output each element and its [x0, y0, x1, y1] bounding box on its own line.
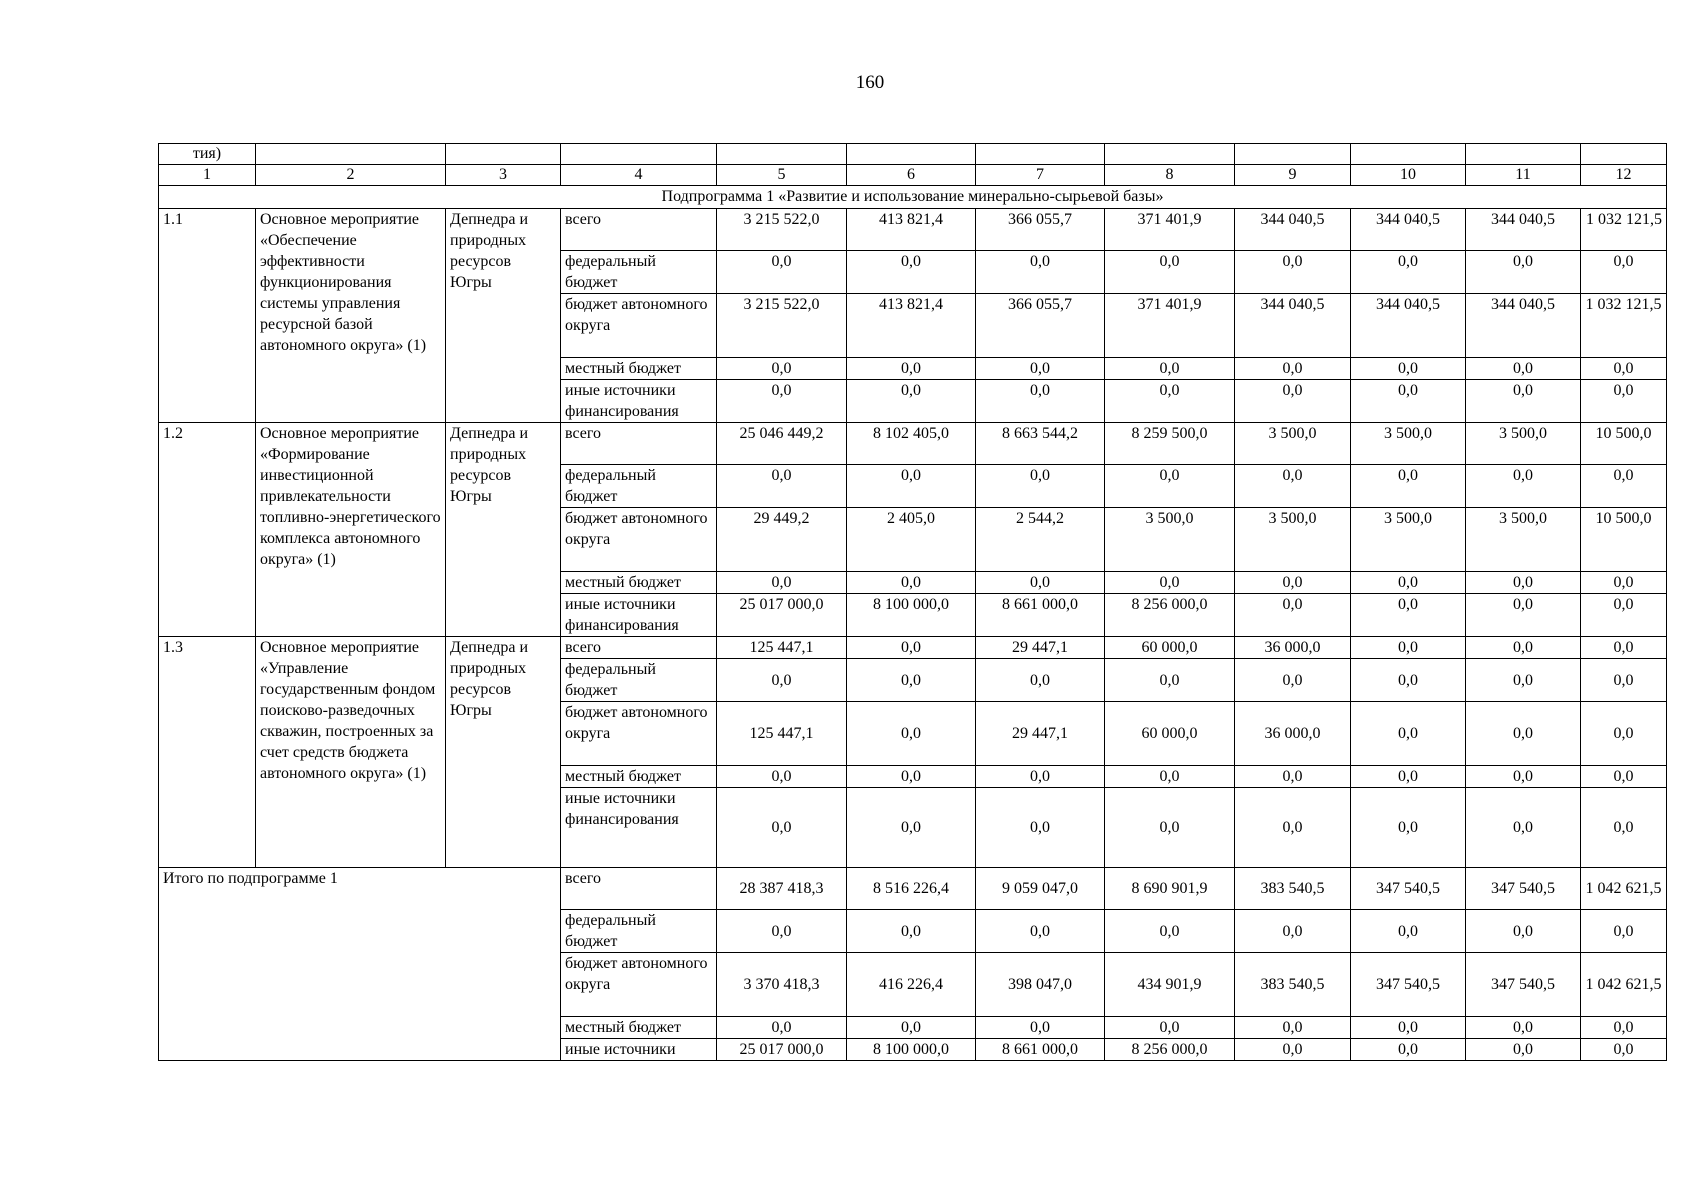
total-label: Итого по подпрограмме 1 — [159, 868, 561, 1061]
total-block — [159, 868, 1667, 1061]
value-cell: 0,0 — [1581, 637, 1667, 659]
value-cell: 344 040,5 — [1351, 294, 1466, 358]
funding-source: всего — [561, 868, 717, 910]
value-cell: 0,0 — [1466, 358, 1581, 380]
value-cell: 125 447,1 — [717, 637, 847, 659]
value-cell: 0,0 — [1581, 465, 1667, 508]
value-cell: 1 032 121,5 — [1581, 209, 1667, 251]
value-cell: 36 000,0 — [1235, 702, 1351, 766]
value-cell: 0,0 — [976, 380, 1105, 423]
value-cell: 25 017 000,0 — [717, 1039, 847, 1061]
funding-source: федеральный бюджет — [561, 251, 717, 294]
empty-cell — [1235, 144, 1351, 165]
value-cell: 0,0 — [1351, 766, 1466, 788]
activity-executor: Депнедра и природных ресурсов Югры — [446, 637, 561, 868]
value-cell: 0,0 — [847, 910, 976, 953]
value-cell: 0,0 — [847, 766, 976, 788]
budget-table — [158, 143, 1667, 1061]
value-cell: 28 387 418,3 — [717, 868, 847, 910]
value-cell: 0,0 — [1105, 766, 1235, 788]
value-cell: 10 500,0 — [1581, 423, 1667, 465]
value-cell: 0,0 — [1466, 1039, 1581, 1061]
funding-source: бюджет автономного округа — [561, 508, 717, 572]
value-cell: 3 500,0 — [1466, 508, 1581, 572]
value-cell: 0,0 — [1235, 358, 1351, 380]
value-cell: 0,0 — [847, 572, 976, 594]
table-row — [159, 637, 1667, 659]
value-cell: 0,0 — [1235, 659, 1351, 702]
value-cell: 0,0 — [1351, 1039, 1466, 1061]
empty-cell — [256, 144, 446, 165]
empty-cell — [717, 144, 847, 165]
value-cell: 0,0 — [1105, 572, 1235, 594]
value-cell: 0,0 — [1105, 910, 1235, 953]
value-cell: 0,0 — [847, 358, 976, 380]
funding-source: местный бюджет — [561, 358, 717, 380]
value-cell: 0,0 — [717, 251, 847, 294]
value-cell: 36 000,0 — [1235, 637, 1351, 659]
empty-cell — [1105, 144, 1235, 165]
value-cell: 0,0 — [1235, 910, 1351, 953]
funding-source: иные источники — [561, 1039, 717, 1061]
value-cell: 347 540,5 — [1351, 953, 1466, 1017]
value-cell: 0,0 — [847, 380, 976, 423]
value-cell: 0,0 — [976, 659, 1105, 702]
funding-source: всего — [561, 209, 717, 251]
value-cell: 0,0 — [976, 465, 1105, 508]
value-cell: 29 449,2 — [717, 508, 847, 572]
column-number-row — [159, 165, 1667, 186]
column-number: 10 — [1351, 165, 1466, 186]
value-cell: 0,0 — [1581, 380, 1667, 423]
value-cell: 0,0 — [1235, 766, 1351, 788]
table-row — [159, 868, 1667, 910]
value-cell: 0,0 — [976, 251, 1105, 294]
value-cell: 2 544,2 — [976, 508, 1105, 572]
funding-source: всего — [561, 423, 717, 465]
column-number: 9 — [1235, 165, 1351, 186]
value-cell: 29 447,1 — [976, 702, 1105, 766]
funding-source: местный бюджет — [561, 572, 717, 594]
value-cell: 366 055,7 — [976, 294, 1105, 358]
value-cell: 25 017 000,0 — [717, 594, 847, 637]
empty-cell — [1466, 144, 1581, 165]
value-cell: 344 040,5 — [1466, 209, 1581, 251]
value-cell: 0,0 — [1466, 788, 1581, 868]
activity-executor: Депнедра и природных ресурсов Югры — [446, 423, 561, 637]
value-cell: 0,0 — [1105, 358, 1235, 380]
funding-source: бюджет автономного округа — [561, 953, 717, 1017]
activity-name: Основное мероприятие «Формирование инвестиционной привлекательности топливно-энергетического комплекса автономного округа» (1) — [256, 423, 446, 637]
value-cell: 0,0 — [1105, 788, 1235, 868]
continuation-row — [159, 144, 1667, 165]
value-cell: 0,0 — [1466, 380, 1581, 423]
value-cell: 0,0 — [1235, 380, 1351, 423]
value-cell: 347 540,5 — [1351, 868, 1466, 910]
value-cell: 0,0 — [1466, 465, 1581, 508]
value-cell: 0,0 — [976, 572, 1105, 594]
page-number: 160 — [855, 72, 885, 93]
value-cell: 0,0 — [847, 788, 976, 868]
activity-name: Основное мероприятие «Управление государственным фондом поисково-разведочных скважин, построенных за счет средств бюджета автономного округа» (1) — [256, 637, 446, 868]
value-cell: 3 500,0 — [1235, 423, 1351, 465]
value-cell: 0,0 — [1105, 1017, 1235, 1039]
value-cell: 0,0 — [717, 465, 847, 508]
value-cell: 0,0 — [1351, 910, 1466, 953]
value-cell: 344 040,5 — [1235, 209, 1351, 251]
activity-code: 1.3 — [159, 637, 256, 868]
value-cell: 8 516 226,4 — [847, 868, 976, 910]
value-cell: 8 256 000,0 — [1105, 594, 1235, 637]
value-cell: 371 401,9 — [1105, 209, 1235, 251]
value-cell: 0,0 — [1351, 380, 1466, 423]
empty-cell — [561, 144, 717, 165]
value-cell: 0,0 — [847, 251, 976, 294]
value-cell: 0,0 — [976, 358, 1105, 380]
value-cell: 0,0 — [1581, 594, 1667, 637]
value-cell: 0,0 — [847, 637, 976, 659]
value-cell: 0,0 — [1235, 788, 1351, 868]
value-cell: 0,0 — [1466, 572, 1581, 594]
funding-source: бюджет автономного округа — [561, 702, 717, 766]
value-cell: 366 055,7 — [976, 209, 1105, 251]
value-cell: 344 040,5 — [1466, 294, 1581, 358]
value-cell: 0,0 — [1466, 702, 1581, 766]
value-cell: 3 500,0 — [1351, 508, 1466, 572]
value-cell: 2 405,0 — [847, 508, 976, 572]
value-cell: 0,0 — [1235, 465, 1351, 508]
value-cell: 0,0 — [1105, 465, 1235, 508]
value-cell: 0,0 — [1351, 1017, 1466, 1039]
value-cell: 0,0 — [1235, 1017, 1351, 1039]
activity-block-1-2 — [159, 423, 1667, 637]
empty-cell — [1581, 144, 1667, 165]
column-number: 11 — [1466, 165, 1581, 186]
column-number: 4 — [561, 165, 717, 186]
value-cell: 1 042 621,5 — [1581, 953, 1667, 1017]
continuation-label: тия) — [159, 144, 256, 165]
value-cell: 3 215 522,0 — [717, 209, 847, 251]
value-cell: 3 500,0 — [1351, 423, 1466, 465]
empty-cell — [1351, 144, 1466, 165]
empty-cell — [976, 144, 1105, 165]
value-cell: 0,0 — [1581, 659, 1667, 702]
value-cell: 0,0 — [1581, 766, 1667, 788]
value-cell: 0,0 — [1235, 1039, 1351, 1061]
column-number: 3 — [446, 165, 561, 186]
value-cell: 0,0 — [1581, 910, 1667, 953]
value-cell: 0,0 — [1351, 358, 1466, 380]
value-cell: 0,0 — [717, 766, 847, 788]
value-cell: 0,0 — [1466, 1017, 1581, 1039]
value-cell: 344 040,5 — [1235, 294, 1351, 358]
column-number: 2 — [256, 165, 446, 186]
value-cell: 25 046 449,2 — [717, 423, 847, 465]
column-number: 7 — [976, 165, 1105, 186]
value-cell: 0,0 — [1235, 572, 1351, 594]
funding-source: местный бюджет — [561, 766, 717, 788]
value-cell: 0,0 — [1351, 594, 1466, 637]
subprogram-title-row — [159, 186, 1667, 209]
value-cell: 0,0 — [717, 1017, 847, 1039]
value-cell: 0,0 — [976, 766, 1105, 788]
empty-cell — [847, 144, 976, 165]
subprogram-title: Подпрограмма 1 «Развитие и использование минерально-сырьевой базы» — [159, 186, 1667, 209]
value-cell: 0,0 — [1466, 251, 1581, 294]
value-cell: 416 226,4 — [847, 953, 976, 1017]
value-cell: 0,0 — [1235, 251, 1351, 294]
value-cell: 0,0 — [847, 1017, 976, 1039]
value-cell: 8 259 500,0 — [1105, 423, 1235, 465]
value-cell: 0,0 — [717, 659, 847, 702]
value-cell: 383 540,5 — [1235, 868, 1351, 910]
value-cell: 0,0 — [847, 702, 976, 766]
funding-source: федеральный бюджет — [561, 465, 717, 508]
value-cell: 0,0 — [717, 788, 847, 868]
value-cell: 0,0 — [1105, 251, 1235, 294]
value-cell: 347 540,5 — [1466, 868, 1581, 910]
value-cell: 8 100 000,0 — [847, 594, 976, 637]
value-cell: 413 821,4 — [847, 209, 976, 251]
value-cell: 0,0 — [1351, 572, 1466, 594]
value-cell: 8 256 000,0 — [1105, 1039, 1235, 1061]
value-cell: 0,0 — [847, 465, 976, 508]
value-cell: 0,0 — [1351, 251, 1466, 294]
column-number: 1 — [159, 165, 256, 186]
value-cell: 0,0 — [1581, 1017, 1667, 1039]
value-cell: 8 690 901,9 — [1105, 868, 1235, 910]
value-cell: 0,0 — [1466, 594, 1581, 637]
activity-code: 1.2 — [159, 423, 256, 637]
value-cell: 9 059 047,0 — [976, 868, 1105, 910]
value-cell: 0,0 — [1466, 910, 1581, 953]
value-cell: 8 661 000,0 — [976, 594, 1105, 637]
funding-source: федеральный бюджет — [561, 659, 717, 702]
value-cell: 0,0 — [976, 788, 1105, 868]
value-cell: 383 540,5 — [1235, 953, 1351, 1017]
value-cell: 0,0 — [1581, 251, 1667, 294]
value-cell: 0,0 — [1351, 465, 1466, 508]
value-cell: 0,0 — [1235, 594, 1351, 637]
value-cell: 434 901,9 — [1105, 953, 1235, 1017]
value-cell: 60 000,0 — [1105, 702, 1235, 766]
value-cell: 0,0 — [717, 380, 847, 423]
funding-source: всего — [561, 637, 717, 659]
funding-source: иные источники финансирования — [561, 380, 717, 423]
value-cell: 0,0 — [976, 1017, 1105, 1039]
value-cell: 0,0 — [1105, 380, 1235, 423]
value-cell: 8 102 405,0 — [847, 423, 976, 465]
empty-cell — [446, 144, 561, 165]
column-number: 8 — [1105, 165, 1235, 186]
value-cell: 3 500,0 — [1105, 508, 1235, 572]
table-row — [159, 209, 1667, 251]
value-cell: 0,0 — [1351, 788, 1466, 868]
value-cell: 0,0 — [847, 659, 976, 702]
value-cell: 0,0 — [717, 910, 847, 953]
funding-source: бюджет автономного округа — [561, 294, 717, 358]
value-cell: 0,0 — [1581, 1039, 1667, 1061]
value-cell: 60 000,0 — [1105, 637, 1235, 659]
funding-source: местный бюджет — [561, 1017, 717, 1039]
value-cell: 398 047,0 — [976, 953, 1105, 1017]
value-cell: 1 042 621,5 — [1581, 868, 1667, 910]
value-cell: 344 040,5 — [1351, 209, 1466, 251]
activity-block-1-1 — [159, 209, 1667, 423]
value-cell: 8 663 544,2 — [976, 423, 1105, 465]
value-cell: 8 100 000,0 — [847, 1039, 976, 1061]
activity-name: Основное мероприятие «Обеспечение эффективности функционирования системы управления ресурсной базой автономного округа» (1) — [256, 209, 446, 423]
activity-block-1-3 — [159, 637, 1667, 868]
value-cell: 0,0 — [1351, 702, 1466, 766]
value-cell: 0,0 — [717, 572, 847, 594]
value-cell: 3 500,0 — [1235, 508, 1351, 572]
column-number: 6 — [847, 165, 976, 186]
activity-code: 1.1 — [159, 209, 256, 423]
value-cell: 413 821,4 — [847, 294, 976, 358]
value-cell: 0,0 — [1466, 637, 1581, 659]
value-cell: 0,0 — [1351, 659, 1466, 702]
value-cell: 1 032 121,5 — [1581, 294, 1667, 358]
value-cell: 0,0 — [1466, 766, 1581, 788]
value-cell: 10 500,0 — [1581, 508, 1667, 572]
value-cell: 0,0 — [1466, 659, 1581, 702]
column-number: 12 — [1581, 165, 1667, 186]
value-cell: 371 401,9 — [1105, 294, 1235, 358]
funding-source: федеральный бюджет — [561, 910, 717, 953]
funding-source: иные источники финансирования — [561, 788, 717, 868]
value-cell: 0,0 — [717, 358, 847, 380]
value-cell: 8 661 000,0 — [976, 1039, 1105, 1061]
value-cell: 3 215 522,0 — [717, 294, 847, 358]
value-cell: 0,0 — [1105, 659, 1235, 702]
value-cell: 347 540,5 — [1466, 953, 1581, 1017]
column-number: 5 — [717, 165, 847, 186]
value-cell: 29 447,1 — [976, 637, 1105, 659]
value-cell: 0,0 — [1581, 702, 1667, 766]
value-cell: 0,0 — [976, 910, 1105, 953]
value-cell: 0,0 — [1581, 572, 1667, 594]
value-cell: 0,0 — [1581, 788, 1667, 868]
value-cell: 0,0 — [1351, 637, 1466, 659]
value-cell: 0,0 — [1581, 358, 1667, 380]
funding-source: иные источники финансирования — [561, 594, 717, 637]
value-cell: 3 500,0 — [1466, 423, 1581, 465]
activity-executor: Депнедра и природных ресурсов Югры — [446, 209, 561, 423]
table-row — [159, 423, 1667, 465]
value-cell: 3 370 418,3 — [717, 953, 847, 1017]
value-cell: 125 447,1 — [717, 702, 847, 766]
